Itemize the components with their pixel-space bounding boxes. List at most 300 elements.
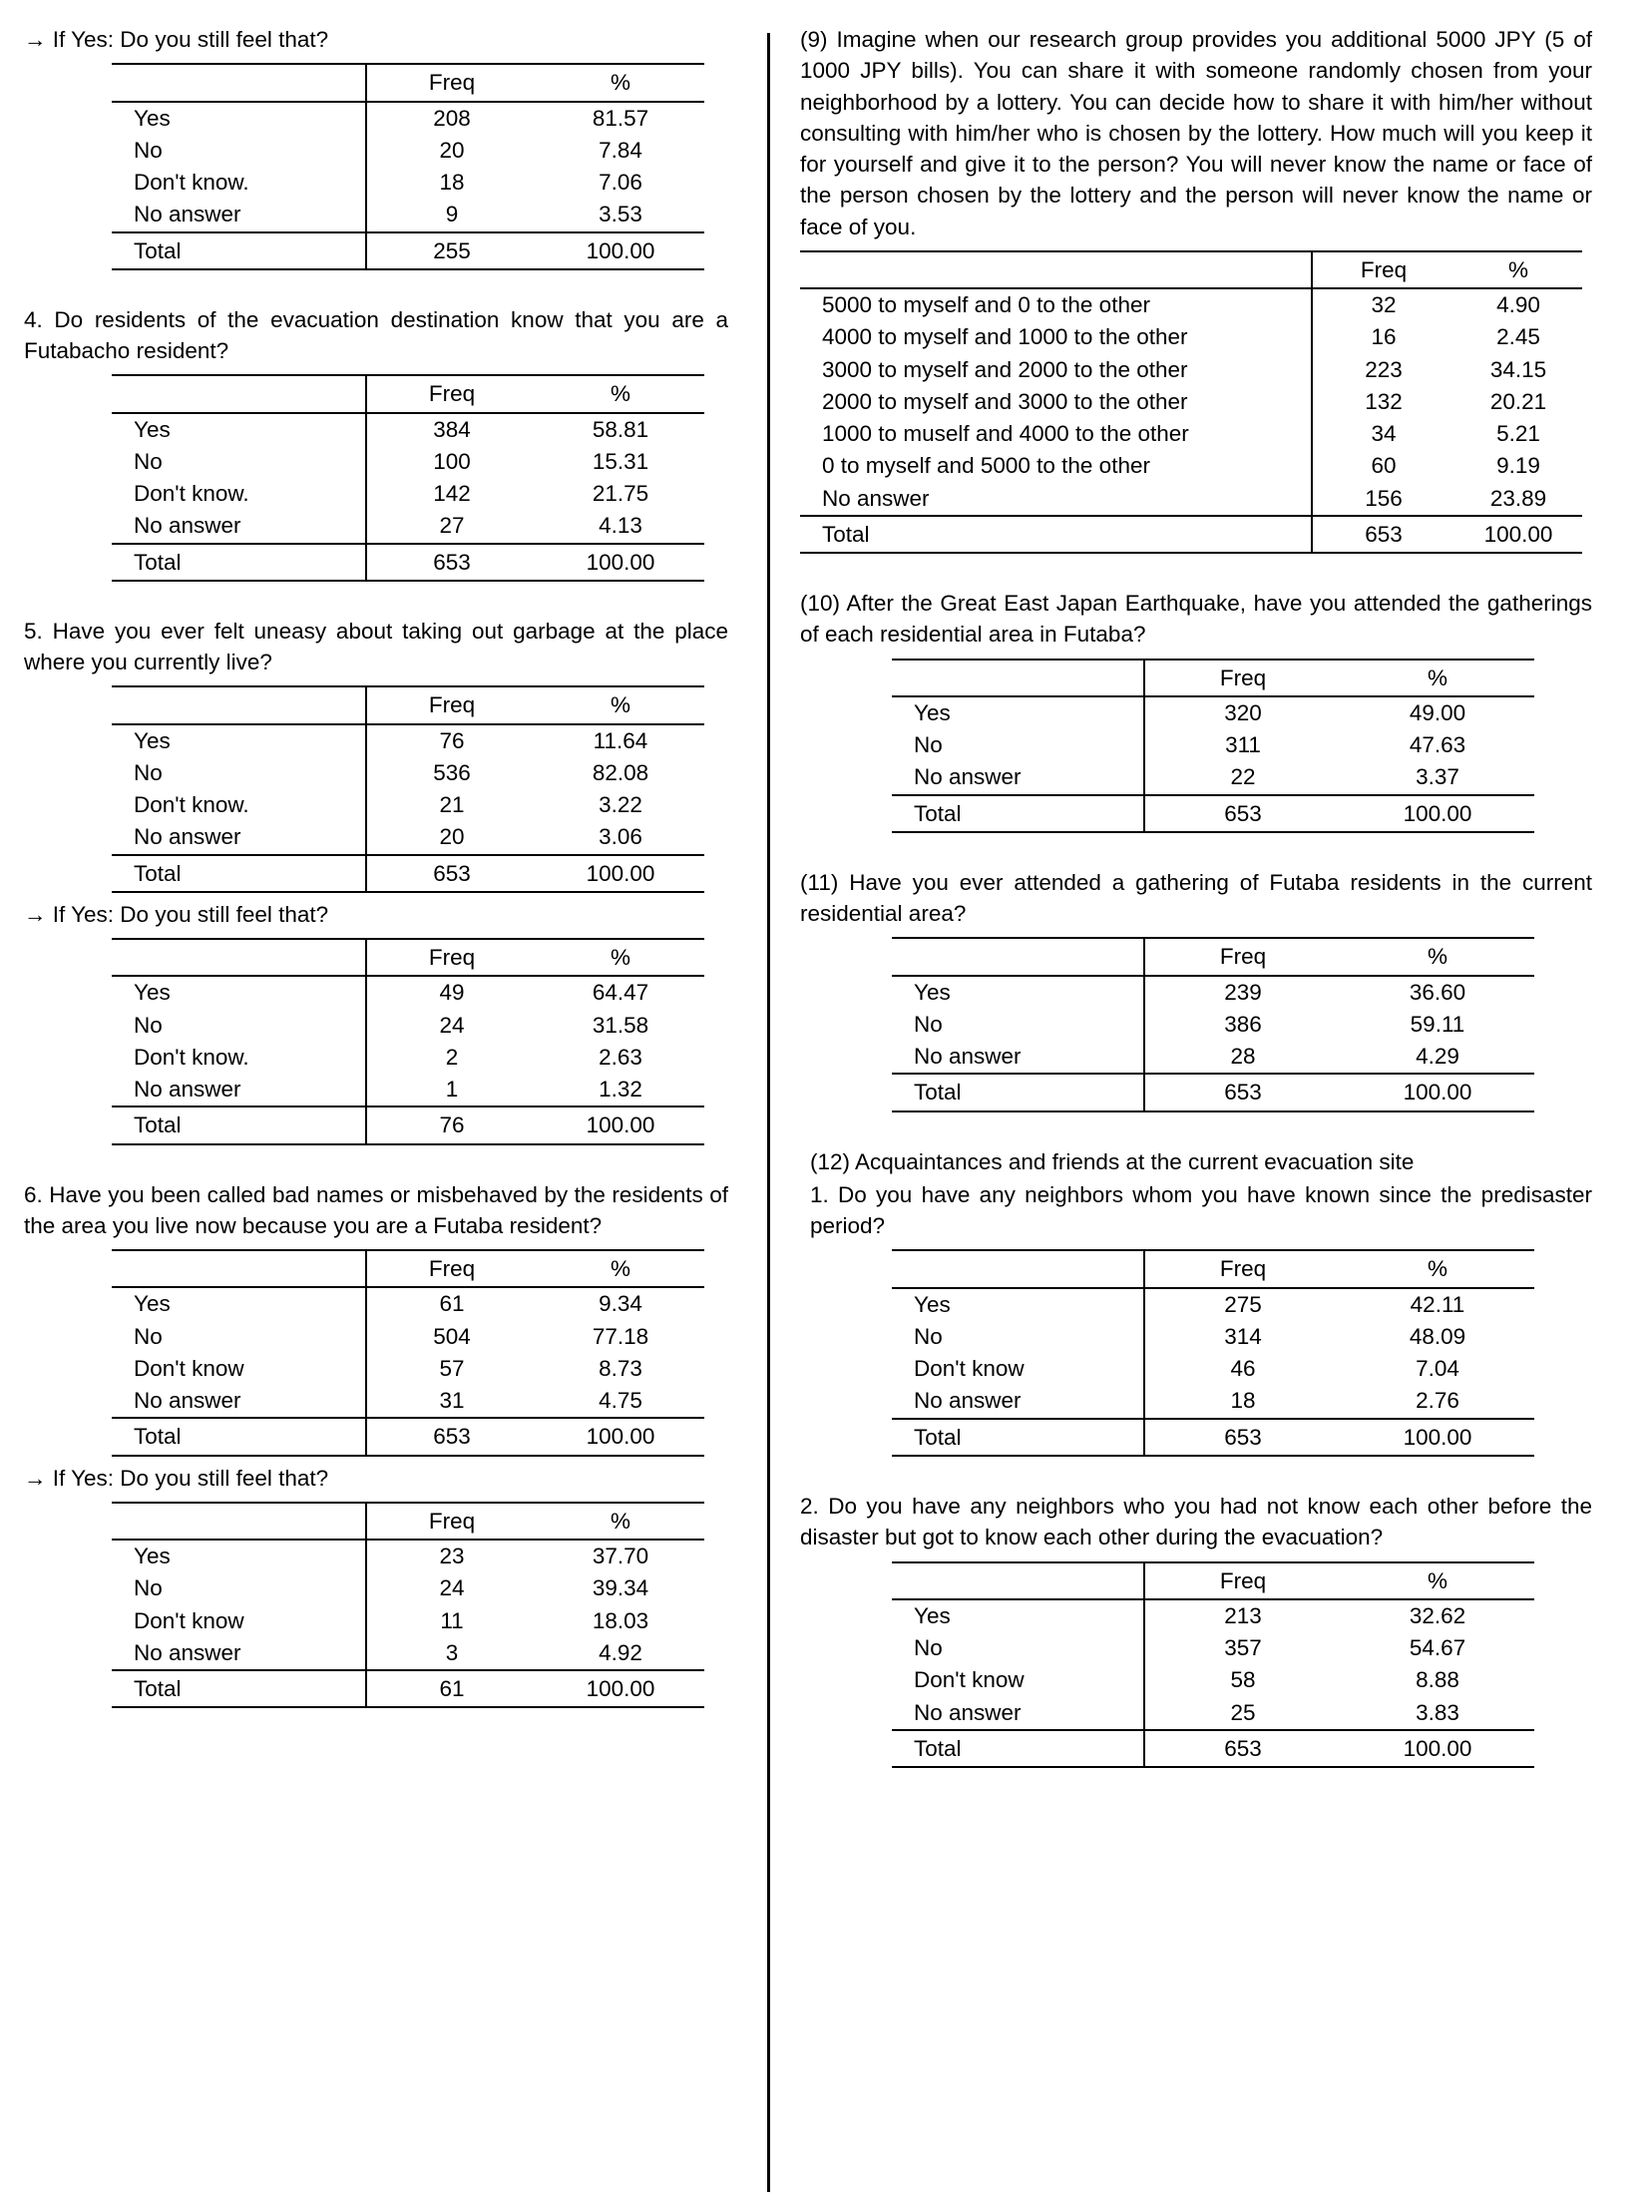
table-row: [892, 1599, 1534, 1632]
column-header-percent: %: [1341, 1250, 1534, 1287]
row-freq: 20: [439, 137, 465, 163]
block-spacer: [24, 270, 728, 304]
row-percent: 59.11: [1410, 1011, 1465, 1037]
table-total-row: [892, 1074, 1534, 1110]
row-label: No: [892, 1009, 1144, 1041]
frequency-table: [112, 1249, 704, 1457]
total-freq: 653: [1144, 1730, 1341, 1767]
total-freq: 653: [1144, 795, 1341, 832]
total-freq: 653: [1312, 516, 1454, 553]
row-freq: 60: [1371, 453, 1397, 479]
table-header-row: [112, 1250, 704, 1287]
row-freq: 132: [1365, 388, 1403, 414]
total-label: Total: [112, 855, 366, 892]
table-row: [112, 167, 704, 199]
row-label: No: [112, 757, 366, 789]
row-percent: 7.84: [599, 137, 642, 163]
row-freq: 22: [1230, 764, 1256, 790]
row-percent: 3.53: [599, 202, 642, 227]
row-label: No: [892, 1632, 1144, 1664]
row-percent: 3.06: [599, 824, 642, 850]
column-header-freq: Freq: [366, 64, 537, 101]
table-row: [112, 199, 704, 231]
column-header-percent: %: [1454, 251, 1582, 288]
total-freq: 653: [1144, 1074, 1341, 1110]
question-text: 2. Do you have any neighbors who you had not know each other before the disaster but got to know each other during the evacuation?: [800, 1493, 1592, 1550]
table-total-row: [892, 1419, 1534, 1456]
row-label: No: [112, 135, 366, 167]
table-row: [112, 1287, 704, 1320]
total-label: Total: [112, 232, 366, 269]
column-header-label: [112, 375, 366, 412]
column-header-label: [112, 1250, 366, 1287]
row-label: Don't know.: [112, 789, 366, 821]
row-label: Yes: [892, 1599, 1144, 1632]
row-percent: 2.76: [1416, 1388, 1459, 1414]
row-percent: 18.03: [592, 1607, 649, 1633]
row-label: No: [892, 729, 1144, 761]
row-percent: 20.21: [1489, 388, 1547, 414]
total-freq: 653: [366, 855, 537, 892]
table-row: [112, 413, 704, 446]
column-header-freq: Freq: [366, 1503, 537, 1540]
frequency-table: [112, 938, 704, 1145]
row-label: Yes: [112, 724, 366, 757]
total-freq: 653: [366, 1418, 537, 1455]
column-header-percent: %: [537, 1503, 704, 1540]
table-row: [892, 1288, 1534, 1321]
total-percent: 100.00: [1341, 1074, 1534, 1110]
row-freq: 11: [440, 1607, 464, 1633]
total-freq: 61: [366, 1670, 537, 1707]
row-percent: 48.09: [1409, 1323, 1466, 1349]
table-row: [892, 1664, 1534, 1696]
table-row: [112, 1010, 704, 1042]
frequency-table: [800, 250, 1582, 554]
row-percent: 4.29: [1416, 1044, 1459, 1070]
column-header-percent: %: [537, 1250, 704, 1287]
row-freq: 76: [439, 727, 465, 753]
total-percent: 100.00: [537, 232, 704, 269]
row-freq: 21: [439, 792, 465, 818]
row-percent: 2.63: [599, 1044, 642, 1070]
column-header-freq: Freq: [1144, 938, 1341, 975]
row-percent: 32.62: [1409, 1602, 1466, 1628]
left-column: [0, 0, 768, 2212]
row-percent: 1.32: [599, 1077, 642, 1103]
total-percent: 100.00: [1454, 516, 1582, 553]
row-percent: 4.90: [1496, 292, 1540, 318]
row-percent: 36.60: [1409, 979, 1466, 1005]
table-header-row: [112, 939, 704, 976]
block-spacer: [24, 582, 728, 616]
total-label: Total: [112, 1670, 366, 1707]
frequency-table: [112, 1502, 704, 1709]
question-text: 4. Do residents of the evacuation destination know that you are a Futabacho resident?: [24, 306, 728, 364]
row-label: No answer: [112, 1074, 366, 1106]
left-column-blocks: [24, 24, 728, 1708]
table-total-row: [892, 1730, 1534, 1767]
question-text: → If Yes: Do you still feel that?: [24, 1465, 329, 1491]
question-text: (11) Have you ever attended a gathering of Futaba residents in the current residential area?: [800, 869, 1592, 927]
row-percent: 9.34: [599, 1291, 642, 1317]
row-percent: 64.47: [592, 980, 649, 1006]
row-freq: 18: [1230, 1388, 1256, 1414]
row-label: No answer: [892, 1041, 1144, 1074]
row-freq: 9: [445, 202, 459, 227]
question-heading: (12) Acquaintances and friends at the current evacuation site: [810, 1148, 1415, 1174]
total-freq: 653: [366, 544, 537, 581]
row-label: Yes: [112, 976, 366, 1009]
table-row: [800, 386, 1582, 418]
row-percent: 34.15: [1489, 356, 1547, 382]
row-percent: 3.37: [1416, 764, 1459, 790]
question-text: → If Yes: Do you still feel that?: [24, 27, 329, 52]
table-row: [112, 510, 704, 543]
row-freq: 3: [445, 1639, 459, 1665]
row-label: 5000 to myself and 0 to the other: [800, 288, 1312, 321]
total-percent: 100.00: [1341, 1730, 1534, 1767]
row-freq: 24: [439, 1012, 465, 1038]
row-label: 3000 to myself and 2000 to the other: [800, 354, 1312, 386]
block-spacer: [800, 1112, 1592, 1146]
table-row: [112, 1385, 704, 1418]
table-total-row: [892, 795, 1534, 832]
total-label: Total: [892, 1074, 1144, 1110]
column-header-label: [112, 64, 366, 101]
column-header-freq: Freq: [366, 375, 537, 412]
table-total-row: [112, 232, 704, 269]
question-text: 5. Have you ever felt uneasy about taking out garbage at the place where you currently live?: [24, 618, 728, 675]
table-row: [112, 821, 704, 854]
total-freq: 255: [366, 232, 537, 269]
column-header-freq: Freq: [1312, 251, 1454, 288]
column-header-freq: Freq: [366, 939, 537, 976]
row-label: No: [892, 1321, 1144, 1353]
row-freq: 49: [439, 980, 465, 1006]
row-freq: 208: [433, 105, 471, 131]
total-label: Total: [800, 516, 1312, 553]
table-row: [892, 1041, 1534, 1074]
table-row: [112, 724, 704, 757]
column-header-percent: %: [537, 686, 704, 723]
table-row: [892, 729, 1534, 761]
table-header-row: [112, 686, 704, 723]
table-row: [112, 1572, 704, 1604]
row-label: Yes: [112, 1540, 366, 1572]
block-spacer: [800, 554, 1592, 588]
row-freq: 23: [439, 1544, 465, 1569]
row-freq: 536: [433, 759, 471, 785]
row-freq: 223: [1365, 356, 1403, 382]
question-text: 1. Do you have any neighbors whom you have known since the predisaster period?: [810, 1181, 1592, 1239]
table-row: [112, 1540, 704, 1572]
row-freq: 28: [1230, 1044, 1256, 1070]
total-percent: 100.00: [537, 1106, 704, 1143]
row-label: No answer: [112, 199, 366, 231]
row-freq: 320: [1224, 699, 1262, 725]
row-label: Don't know.: [112, 1042, 366, 1074]
row-label: Yes: [892, 696, 1144, 729]
row-label: No answer: [112, 510, 366, 543]
row-freq: 156: [1365, 485, 1403, 511]
column-header-percent: %: [537, 939, 704, 976]
row-percent: 8.73: [599, 1355, 642, 1381]
row-percent: 58.81: [592, 416, 649, 442]
row-label: No answer: [112, 1637, 366, 1670]
row-freq: 213: [1224, 1602, 1262, 1628]
table-header-row: [892, 1250, 1534, 1287]
row-label: Don't know: [112, 1605, 366, 1637]
column-header-percent: %: [1341, 660, 1534, 696]
row-label: Don't know: [892, 1353, 1144, 1385]
table-row: [112, 757, 704, 789]
row-percent: 37.70: [592, 1544, 649, 1569]
table-row: [112, 1042, 704, 1074]
table-row: [892, 1321, 1534, 1353]
total-label: Total: [112, 544, 366, 581]
column-header-label: [892, 1562, 1144, 1599]
row-freq: 20: [439, 824, 465, 850]
row-percent: 42.11: [1410, 1291, 1465, 1317]
column-header-freq: Freq: [366, 1250, 537, 1287]
column-header-label: [892, 1250, 1144, 1287]
row-percent: 15.31: [592, 448, 649, 474]
row-label: 1000 to muself and 4000 to the other: [800, 418, 1312, 450]
column-header-label: [800, 251, 1312, 288]
row-freq: 46: [1230, 1356, 1256, 1382]
row-percent: 7.06: [599, 170, 642, 196]
table-total-row: [112, 1106, 704, 1143]
row-freq: 311: [1225, 732, 1261, 758]
table-row: [892, 1353, 1534, 1385]
table-row: [112, 1074, 704, 1106]
table-row: [892, 1009, 1534, 1041]
row-percent: 81.57: [592, 105, 649, 131]
row-percent: 77.18: [592, 1323, 649, 1349]
row-label: 2000 to myself and 3000 to the other: [800, 386, 1312, 418]
row-percent: 21.75: [592, 481, 649, 507]
row-percent: 4.92: [599, 1639, 642, 1665]
total-percent: 100.00: [537, 855, 704, 892]
total-percent: 100.00: [1341, 795, 1534, 832]
row-label: No: [112, 1572, 366, 1604]
table-row: [892, 761, 1534, 794]
block-spacer: [24, 1145, 728, 1179]
row-freq: 384: [433, 416, 471, 442]
block-spacer: [800, 833, 1592, 867]
row-percent: 23.89: [1489, 485, 1547, 511]
row-label: Yes: [112, 413, 366, 446]
row-freq: 275: [1224, 1291, 1262, 1317]
row-percent: 49.00: [1409, 699, 1466, 725]
frequency-table: [892, 659, 1534, 833]
table-row: [112, 135, 704, 167]
question-text: (10) After the Great East Japan Earthquake, have you attended the gatherings of each residential area in Futaba?: [800, 591, 1592, 648]
table-total-row: [112, 1670, 704, 1707]
table-row: [800, 483, 1582, 516]
column-header-label: [112, 686, 366, 723]
question-text: (9) Imagine when our research group provides you additional 5000 JPY (5 of 1000 JPY bills). You can share it with someone randomly chosen from your neighborhood by a lottery. You can decide how to share it with him/her without consulting with him/her who is chosen by the lottery. How much will you keep it for yourself and give it to the person? You will never know the name or face of the person chosen by the lottery and the person will never know the name or face of you.: [800, 27, 1592, 239]
table-row: [112, 1605, 704, 1637]
frequency-table: [112, 374, 704, 582]
total-label: Total: [112, 1418, 366, 1455]
row-freq: 142: [433, 481, 471, 507]
column-divider: [767, 33, 770, 2192]
row-label: No answer: [892, 761, 1144, 794]
frequency-table: [892, 1561, 1534, 1769]
row-percent: 47.63: [1409, 732, 1466, 758]
row-percent: 2.45: [1496, 324, 1540, 350]
frequency-table: [112, 685, 704, 893]
row-freq: 61: [439, 1291, 465, 1317]
table-row: [112, 102, 704, 135]
row-freq: 239: [1224, 979, 1262, 1005]
table-total-row: [112, 544, 704, 581]
column-header-freq: Freq: [366, 686, 537, 723]
row-percent: 4.75: [599, 1388, 642, 1414]
table-row: [112, 1321, 704, 1353]
total-percent: 100.00: [1341, 1419, 1534, 1456]
column-header-percent: %: [537, 375, 704, 412]
table-header-row: [112, 1503, 704, 1540]
row-label: No answer: [892, 1385, 1144, 1418]
row-label: Don't know.: [112, 478, 366, 510]
column-header-label: [112, 1503, 366, 1540]
right-column: [768, 0, 1652, 2212]
row-label: No answer: [112, 1385, 366, 1418]
right-column-blocks: [800, 24, 1592, 1768]
row-freq: 504: [433, 1323, 471, 1349]
column-header-label: [112, 939, 366, 976]
row-freq: 357: [1224, 1635, 1262, 1660]
row-label: No: [112, 1010, 366, 1042]
table-row: [112, 789, 704, 821]
row-percent: 11.64: [593, 727, 648, 753]
row-percent: 31.58: [592, 1012, 649, 1038]
table-header-row: [892, 1562, 1534, 1599]
row-label: Yes: [112, 1287, 366, 1320]
table-row: [892, 1697, 1534, 1730]
row-percent: 82.08: [592, 759, 649, 785]
row-label: Don't know: [112, 1353, 366, 1385]
row-percent: 3.22: [599, 792, 642, 818]
total-freq: 653: [1144, 1419, 1341, 1456]
total-percent: 100.00: [537, 1670, 704, 1707]
row-percent: 39.34: [592, 1575, 649, 1601]
column-header-percent: %: [1341, 1562, 1534, 1599]
table-header-row: [892, 660, 1534, 696]
total-freq: 76: [366, 1106, 537, 1143]
table-header-row: [892, 938, 1534, 975]
row-percent: 5.21: [1496, 421, 1540, 447]
frequency-table: [892, 937, 1534, 1111]
row-freq: 24: [439, 1575, 465, 1601]
row-freq: 27: [439, 513, 465, 539]
table-row: [112, 478, 704, 510]
column-header-freq: Freq: [1144, 1562, 1341, 1599]
row-freq: 386: [1224, 1011, 1262, 1037]
table-header-row: [112, 64, 704, 101]
table-header-row: [112, 375, 704, 412]
total-label: Total: [892, 795, 1144, 832]
row-label: No: [112, 1321, 366, 1353]
total-percent: 100.00: [537, 1418, 704, 1455]
row-freq: 314: [1224, 1323, 1262, 1349]
block-spacer: [800, 1457, 1592, 1491]
table-total-row: [800, 516, 1582, 553]
row-label: No answer: [892, 1697, 1144, 1730]
row-freq: 31: [439, 1388, 465, 1414]
frequency-table: [112, 63, 704, 270]
table-row: [800, 418, 1582, 450]
table-row: [800, 354, 1582, 386]
table-row: [892, 1632, 1534, 1664]
row-label: 4000 to myself and 1000 to the other: [800, 321, 1312, 353]
row-freq: 1: [445, 1077, 459, 1103]
row-percent: 4.13: [599, 513, 642, 539]
table-row: [112, 446, 704, 478]
row-freq: 34: [1371, 421, 1397, 447]
row-percent: 9.19: [1496, 453, 1540, 479]
table-total-row: [112, 855, 704, 892]
question-text: 6. Have you been called bad names or misbehaved by the residents of the area you live now because you are a Futaba resident?: [24, 1181, 728, 1238]
table-row: [800, 321, 1582, 353]
table-row: [892, 976, 1534, 1009]
table-total-row: [112, 1418, 704, 1455]
row-label: Yes: [892, 1288, 1144, 1321]
total-label: Total: [892, 1730, 1144, 1767]
table-row: [112, 976, 704, 1009]
row-label: 0 to myself and 5000 to the other: [800, 450, 1312, 482]
column-header-percent: %: [537, 64, 704, 101]
row-freq: 100: [433, 448, 471, 474]
row-label: Yes: [112, 102, 366, 135]
column-header-label: [892, 660, 1144, 696]
row-label: No answer: [800, 483, 1312, 516]
table-row: [800, 450, 1582, 482]
frequency-table: [892, 1249, 1534, 1457]
table-row: [892, 696, 1534, 729]
row-label: Yes: [892, 976, 1144, 1009]
row-percent: 8.88: [1416, 1667, 1459, 1693]
row-freq: 32: [1371, 292, 1397, 318]
total-percent: 100.00: [537, 544, 704, 581]
column-header-freq: Freq: [1144, 660, 1341, 696]
table-row: [800, 288, 1582, 321]
row-percent: 7.04: [1416, 1356, 1459, 1382]
total-label: Total: [892, 1419, 1144, 1456]
column-header-freq: Freq: [1144, 1250, 1341, 1287]
row-freq: 18: [439, 170, 465, 196]
row-percent: 3.83: [1416, 1699, 1459, 1725]
row-label: No: [112, 446, 366, 478]
table-row: [112, 1353, 704, 1385]
total-label: Total: [112, 1106, 366, 1143]
row-freq: 16: [1371, 324, 1397, 350]
row-label: No answer: [112, 821, 366, 854]
column-header-percent: %: [1341, 938, 1534, 975]
table-header-row: [800, 251, 1582, 288]
table-row: [112, 1637, 704, 1670]
row-label: Don't know: [892, 1664, 1144, 1696]
column-header-label: [892, 938, 1144, 975]
question-text: → If Yes: Do you still feel that?: [24, 901, 329, 927]
row-freq: 57: [439, 1355, 465, 1381]
row-label: Don't know.: [112, 167, 366, 199]
row-freq: 58: [1230, 1667, 1256, 1693]
table-row: [892, 1385, 1534, 1418]
